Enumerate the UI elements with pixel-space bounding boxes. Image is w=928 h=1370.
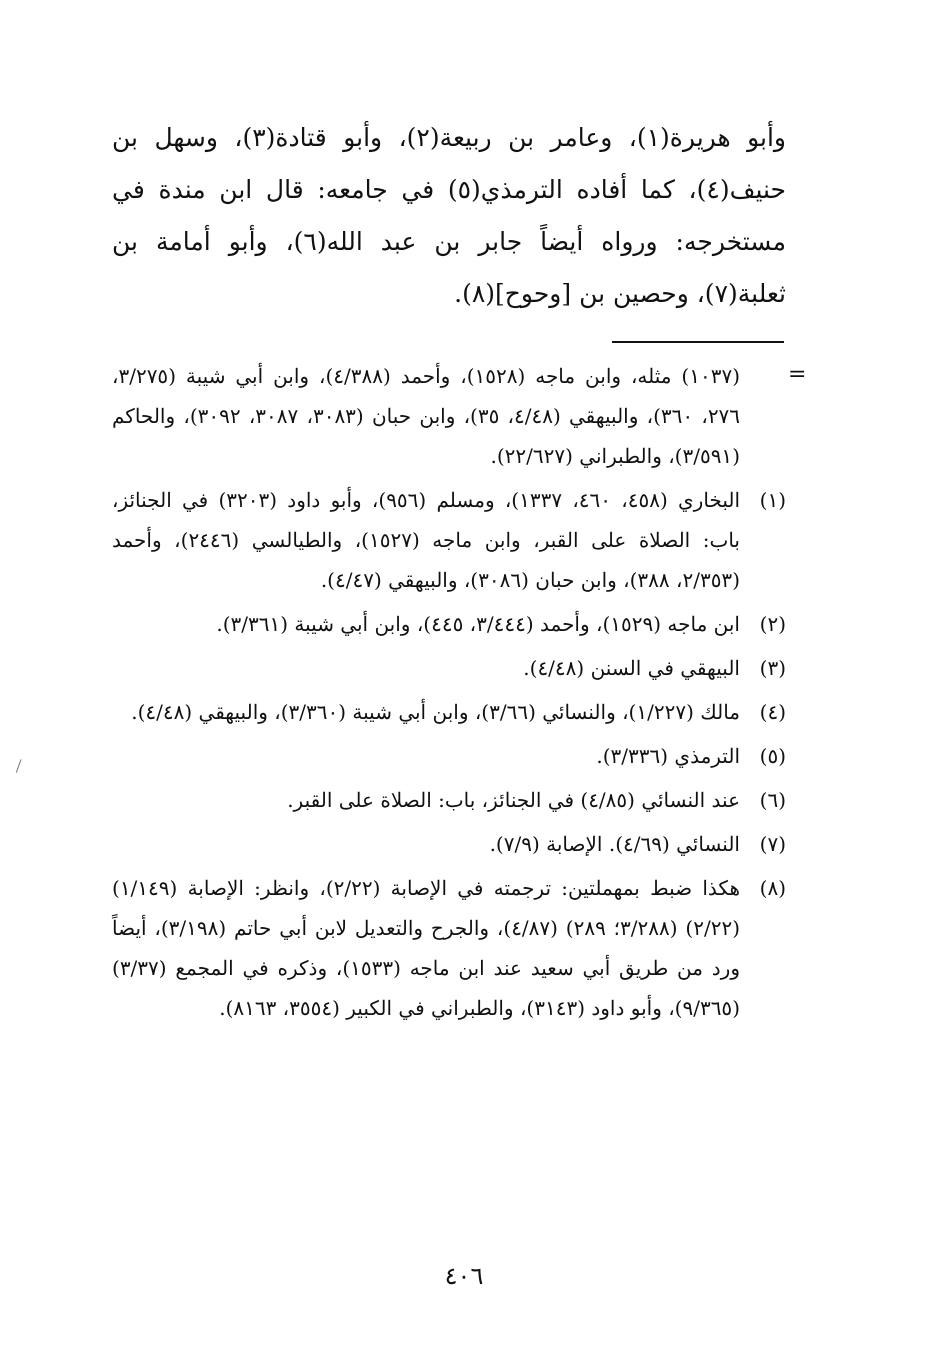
footnote-text: مالك (١/٢٢٧)، والنسائي (٣/٦٦)، وابن أبي شيبة (٣/٣٦٠)، والبيهقي (٤/٤٨). (131, 700, 740, 724)
scan-mark (16, 759, 27, 775)
footnote-number: (١) (759, 488, 786, 512)
footnote-8 (112, 868, 786, 1028)
footnote-7 (112, 824, 786, 864)
page-number: ٤٠٦ (444, 1262, 484, 1290)
continuation-marker: = (788, 362, 807, 387)
footnote-number: (٧) (759, 832, 786, 856)
footnote-number: (٨) (759, 876, 786, 900)
footnote-number: (٥) (759, 744, 786, 768)
footnote-number: (٢) (759, 612, 786, 636)
footnote-number: (٦) (759, 788, 786, 812)
footnote-number: (٤) (759, 700, 786, 724)
footnote-text: البيهقي في السنن (٤/٤٨). (523, 656, 740, 680)
footnote-text: هكذا ضبط بمهملتين: ترجمته في الإصابة (٢/٢٢)، وانظر: الإصابة (١/١٤٩) (٢/٢٢) (٣/٢٨٨؛ ٢٨٩) (٤/٨٧)، والجرح والتعديل لابن أبي حاتم (٣/١٩٨)، أيضاً ورد من طريق أبي سعيد عند ابن ماجه (١٥٣٣)، وذكره في المجمع (٣/٣٧) (٩/٣٦٥)، وأبو داود (٣١٤٣)، والطبراني في الكبير (٣٥٥٤، ٨١٦٣). (112, 876, 741, 1020)
footnote-text: البخاري (٤٥٨، ٤٦٠، ١٣٣٧)، ومسلم (٩٥٦)، وأبو داود (٣٢٠٣) في الجنائز، باب: الصلاة على القبر، وابن ماجه (١٥٢٧)، والطيالسي (٢٤٤٦)، وأحمد (٢/٣٥٣، ٣٨٨)، وابن حبان (٣٠٨٦)، والبيهقي (٤/٤٧). (112, 488, 741, 592)
footnotes (112, 356, 786, 1032)
footnote-text: الترمذي (٣/٣٣٦). (596, 744, 740, 768)
footnote-4 (112, 692, 786, 732)
main-paragraph: وأبو هريرة(١)، وعامر بن ربيعة(٢)، وأبو قتادة(٣)، وسهل بن حنيف(٤)، كما أفاده الترمذي(٥) في جامعه: قال ابن مندة في مستخرجه: ورواه أيضاً جابر بن عبد الله(٦)، وأبو أمامة بن ثعلبة(٧)، وحصين بن [وحوح](٨). (112, 123, 786, 308)
footnote-number: (٣) (759, 656, 786, 680)
footnote-text: (١٠٣٧) مثله، وابن ماجه (١٥٢٨)، وأحمد (٤/٣٨٨)، وابن أبي شيبة (٣/٢٧٥، ٢٧٦، ٣٦٠)، والبيهقي (٤/٤٨، ٣٥)، وابن حبان (٣٠٨٣، ٣٠٨٧، ٣٠٩٢)، والحاكم (٣/٥٩١)، والطبراني (٢٢/٦٢٧). (112, 364, 741, 468)
footnote-2 (112, 604, 786, 644)
footnote-text: ابن ماجه (١٥٢٩)، وأحمد (٣/٤٤٤، ٤٤٥)، وابن أبي شيبة (٣/٣٦١). (216, 612, 740, 636)
footnote-6 (112, 780, 786, 820)
footnote-text: عند النسائي (٤/٨٥) في الجنائز، باب: الصلاة على القبر. (287, 788, 740, 812)
footnote-5 (112, 736, 786, 776)
footnote-separator (612, 341, 784, 343)
main-text-block (112, 112, 786, 320)
footnote-3 (112, 648, 786, 688)
footnote-text: النسائي (٤/٦٩). الإصابة (٧/٩). (489, 832, 740, 856)
footnote-1 (112, 480, 786, 600)
footnote-continued (112, 356, 786, 476)
